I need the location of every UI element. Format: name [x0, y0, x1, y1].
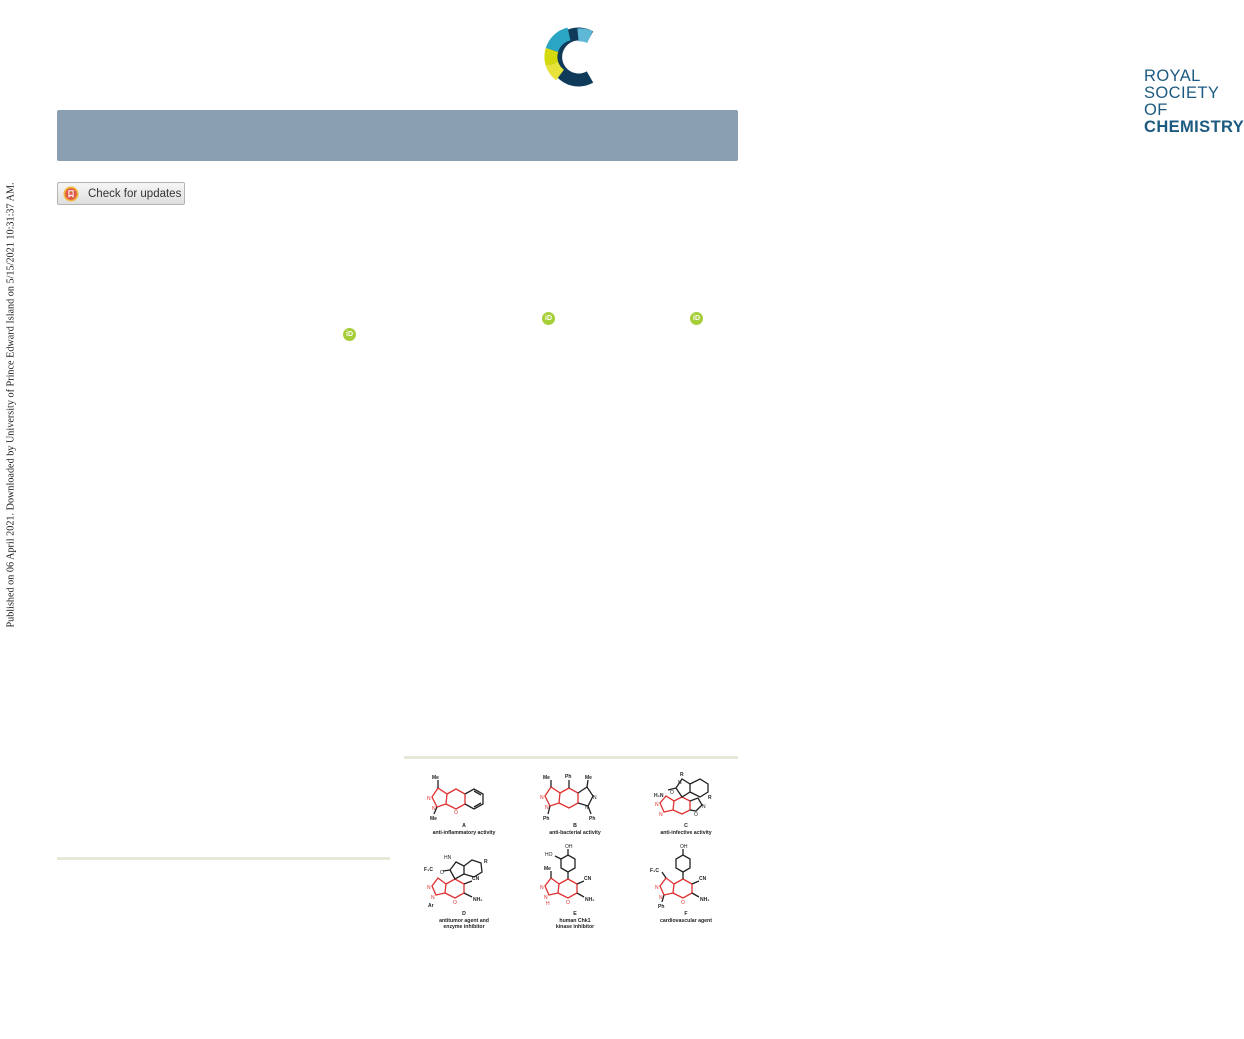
structure-e-caption: E human Chk1 kinase inhibitor [555, 911, 595, 930]
structure-a [410, 770, 518, 836]
svg-text:N: N [585, 805, 589, 811]
svg-text:Me: Me [432, 775, 439, 781]
svg-text:CN: CN [699, 876, 707, 882]
molecule-e-drawing [521, 844, 629, 910]
structure-c-caption: C anti-infective activity [660, 823, 712, 836]
molecule-a-drawing [410, 770, 518, 822]
svg-text:Ar: Ar [428, 903, 434, 909]
svg-text:N: N [427, 796, 431, 802]
journal-banner [57, 110, 738, 161]
svg-text:N: N [702, 804, 706, 810]
molecule-c-drawing [632, 770, 740, 822]
svg-text:O: O [566, 900, 570, 906]
svg-text:Me: Me [544, 866, 551, 872]
orcid-icon[interactable]: iD [542, 312, 555, 325]
svg-text:N: N [540, 885, 544, 891]
svg-text:N: N [540, 795, 544, 801]
svg-text:Ph: Ph [589, 816, 596, 822]
structure-f [632, 844, 740, 924]
svg-text:N: N [427, 885, 431, 891]
svg-text:HN: HN [444, 855, 452, 861]
structure-e [521, 844, 629, 931]
svg-text:N: N [544, 895, 548, 901]
structure-f-caption: F cardiovascular agent [660, 911, 712, 924]
svg-text:N: N [432, 806, 436, 812]
publisher-name-prefix: OF [1144, 101, 1168, 119]
svg-text:O: O [440, 870, 444, 876]
svg-text:R: R [484, 859, 488, 865]
structures-figure [410, 770, 738, 945]
svg-text:N: N [593, 795, 597, 801]
orcid-icon[interactable]: iD [690, 312, 703, 325]
orcid-icon[interactable]: iD [343, 328, 356, 341]
svg-text:Ph: Ph [543, 816, 550, 822]
svg-text:CN: CN [584, 876, 592, 882]
svg-text:O: O [681, 900, 685, 906]
structure-d-caption: D antitumor agent and enzyme inhibitor [439, 911, 489, 930]
svg-text:Me: Me [543, 775, 550, 781]
svg-text:O: O [454, 810, 458, 816]
molecule-d-drawing [410, 844, 518, 910]
svg-text:Me: Me [585, 775, 592, 781]
svg-text:Me: Me [430, 816, 437, 822]
column-divider-rule [57, 857, 390, 860]
structure-a-caption: A anti-inflammatory activity [432, 823, 496, 836]
svg-text:N: N [659, 812, 663, 818]
download-stamp [4, 170, 18, 640]
svg-text:N: N [659, 895, 663, 901]
svg-text:Ph: Ph [658, 904, 665, 910]
svg-text:N: N [678, 780, 682, 786]
svg-text:N: N [655, 885, 659, 891]
structure-b-caption: B anti-bacterial activity [549, 823, 601, 836]
svg-text:NH₂: NH₂ [585, 897, 595, 903]
svg-text:N: N [545, 805, 549, 811]
check-for-updates-label: Check for updates [88, 187, 182, 200]
download-stamp-text: Published on 06 April 2021. Downloaded by University of Prince Edward Island on 5/15/2021 10:31:37 AM. [5, 182, 17, 628]
svg-text:N: N [431, 895, 435, 901]
molecule-b-drawing [521, 770, 629, 822]
svg-text:H₂N: H₂N [654, 793, 664, 799]
svg-text:Ph: Ph [565, 774, 572, 780]
publisher-name-line1: ROYAL SOCIETY [1144, 67, 1220, 102]
rsc-c-mark-icon [546, 28, 600, 86]
bookmark-badge-icon [63, 186, 79, 202]
svg-text:O: O [694, 812, 698, 818]
svg-text:O: O [453, 900, 457, 906]
publisher-name-bold: CHEMISTRY [1144, 117, 1244, 136]
svg-text:NH₂: NH₂ [700, 897, 710, 903]
publisher-logo[interactable] [546, 28, 1244, 136]
svg-text:NH₂: NH₂ [473, 897, 483, 903]
svg-text:F₃C: F₃C [650, 868, 659, 874]
svg-text:R: R [680, 772, 684, 778]
check-for-updates-button[interactable] [57, 182, 185, 205]
structure-c [632, 770, 740, 836]
svg-text:R: R [708, 795, 712, 801]
publisher-name-line2 [1144, 102, 1244, 135]
svg-text:OH: OH [680, 844, 688, 850]
svg-text:H: H [546, 901, 550, 907]
structure-b [521, 770, 629, 836]
structure-d [410, 844, 518, 931]
svg-text:OH: OH [565, 844, 573, 850]
svg-text:HO: HO [545, 852, 553, 858]
figure-top-rule [404, 756, 738, 759]
svg-text:O: O [670, 790, 674, 796]
molecule-f-drawing [632, 844, 740, 910]
svg-text:N: N [655, 802, 659, 808]
svg-text:CN: CN [472, 876, 480, 882]
svg-text:F₃C: F₃C [424, 867, 433, 873]
